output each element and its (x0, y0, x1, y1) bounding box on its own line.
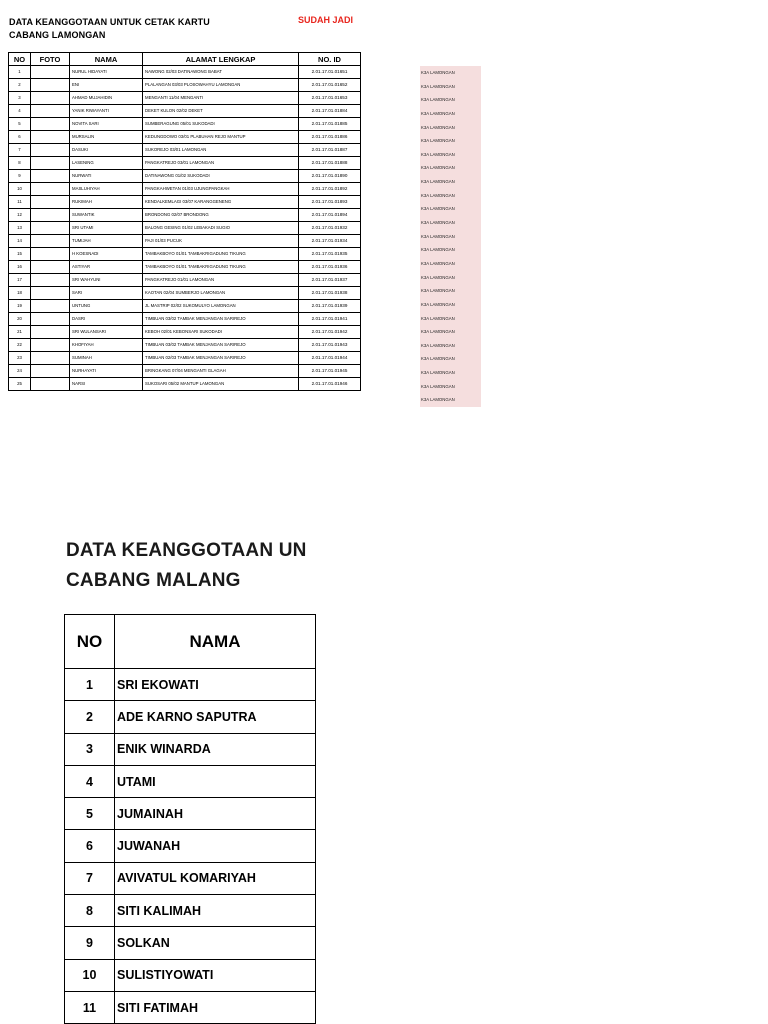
cell-foto (31, 274, 70, 287)
cell-alamat: KENDALKEMLAGI 03/07 KARANGGENENG (143, 196, 299, 209)
cell-nama: SITI KALIMAH (115, 895, 316, 927)
table-row (9, 105, 361, 118)
cell-foto (31, 196, 70, 209)
cell-no-id: 2.01.17.01.01885 (299, 118, 361, 131)
cell-nama: KHOFIYAH (70, 339, 143, 352)
side-label-cell: K3A LAMONGAN (421, 301, 455, 307)
cell-no: 5 (65, 798, 115, 830)
cell-no-id: 2.01.17.01.01652 (299, 79, 361, 92)
cell-no: 1 (65, 669, 115, 701)
cell-no: 3 (65, 733, 115, 765)
table-row (9, 157, 361, 170)
cell-nama: NURWATI (70, 170, 143, 183)
cell-nama: NURUL HIDAYATI (70, 66, 143, 79)
cell-foto (31, 326, 70, 339)
side-label-cell: K3A LAMONGAN (421, 288, 455, 294)
table-row (9, 144, 361, 157)
cell-nama: SITI FATIMAH (115, 991, 316, 1023)
table-row (9, 79, 361, 92)
cell-foto (31, 79, 70, 92)
header-no: NO (9, 53, 31, 66)
table-row (9, 261, 361, 274)
cell-no: 10 (9, 183, 31, 196)
cell-no: 12 (9, 209, 31, 222)
table-row (9, 222, 361, 235)
cell-foto (31, 248, 70, 261)
side-label-cell: K3A LAMONGAN (421, 260, 455, 266)
cell-foto (31, 157, 70, 170)
header-nama: NAMA (70, 53, 143, 66)
status-label: SUDAH JADI (298, 15, 354, 25)
cell-nama: RUKIMAH (70, 196, 143, 209)
table-row (9, 170, 361, 183)
side-label-cell: K3A LAMONGAN (421, 165, 455, 171)
cell-foto (31, 183, 70, 196)
cell-no-id: 2.01.17.01.01939 (299, 300, 361, 313)
cell-foto (31, 170, 70, 183)
side-label-cell: K3A LAMONGAN (421, 192, 455, 198)
cell-alamat: NAWONG 02/03 DATINAWONG BABAT (143, 66, 299, 79)
title2-line-2: CABANG MALANG (66, 570, 241, 591)
cell-no-id: 2.01.17.01.01893 (299, 196, 361, 209)
cell-no: 9 (65, 927, 115, 959)
table-row (65, 669, 316, 701)
cell-no: 25 (9, 378, 31, 391)
cell-foto (31, 235, 70, 248)
cell-nama: DASRI (70, 313, 143, 326)
cell-no: 8 (9, 157, 31, 170)
cell-alamat: DEKET KULON 02/02 DEKET (143, 105, 299, 118)
side-label-cell: K3A LAMONGAN (421, 70, 455, 75)
cell-no-id: 2.01.17.01.01945 (299, 365, 361, 378)
cell-alamat: KEDUNGDOWO 03/01 PLABUHAN REJO MANTUP (143, 131, 299, 144)
table-row (9, 248, 361, 261)
table-row (9, 274, 361, 287)
cell-foto (31, 300, 70, 313)
cell-no-id: 2.01.17.01.01943 (299, 339, 361, 352)
side-label-cell: K3A LAMONGAN (421, 97, 455, 103)
document-title-lamongan (9, 16, 210, 42)
cell-alamat: SUKOREJO 03/01 LAMONGAN (143, 144, 299, 157)
table-row (9, 313, 361, 326)
table-row (9, 66, 361, 79)
cell-nama: ASTIYAR (70, 261, 143, 274)
cell-foto (31, 66, 70, 79)
cell-alamat: TIMBUAN 02/03 TAMBAK MENJANGAN SARIREJO (143, 352, 299, 365)
side-label-cell: K3A LAMONGAN (421, 356, 455, 362)
cell-no-id: 2.01.17.01.01887 (299, 144, 361, 157)
cell-nama: MURSALIN (70, 131, 143, 144)
cell-no: 6 (9, 131, 31, 144)
cell-no-id: 2.01.17.01.01941 (299, 313, 361, 326)
cell-foto (31, 287, 70, 300)
table-row (9, 131, 361, 144)
table-row (65, 830, 316, 862)
side-label-cell: K3A LAMONGAN (421, 124, 455, 130)
table2-header-row (65, 615, 316, 669)
cell-alamat: TAMBAKBOYO 01/01 TAMBAKRIGADUNG TIKUNG (143, 248, 299, 261)
cell-alamat: PAJI 01/03 PUCUK (143, 235, 299, 248)
cell-nama: H KOESNADI (70, 248, 143, 261)
cell-alamat: DATINAWONG 01/02 SUKODADI (143, 170, 299, 183)
table-row (9, 196, 361, 209)
table-row (9, 209, 361, 222)
side-label-column (420, 66, 481, 407)
cell-alamat: KEBOH 02/01 KEBONSARI SUKODADI (143, 326, 299, 339)
cell-foto (31, 261, 70, 274)
cell-nama: LASENING (70, 157, 143, 170)
cell-nama: SULISTIYOWATI (115, 959, 316, 991)
cell-alamat: BALONG GESING 01/02 LEBAKADI SUGIO (143, 222, 299, 235)
cell-foto (31, 222, 70, 235)
table-row (9, 287, 361, 300)
cell-alamat: TIMBUAN 03/02 TAMBAK MENJANGAN SARIREJO (143, 313, 299, 326)
cell-alamat: BRINGKANG 07/04 MENGANTI GLAGAH (143, 365, 299, 378)
cell-nama: TUMIJAH (70, 235, 143, 248)
table-row (9, 92, 361, 105)
cell-no: 2 (65, 701, 115, 733)
cell-foto (31, 313, 70, 326)
side-label-cell: K3A LAMONGAN (421, 206, 455, 212)
table-row (9, 326, 361, 339)
cell-no: 20 (9, 313, 31, 326)
cell-alamat: TIMBUAN 03/02 TAMBAK MENJANGAN SARIREJO (143, 339, 299, 352)
table-row (9, 300, 361, 313)
cell-no-id: 2.01.17.01.01892 (299, 183, 361, 196)
lamongan-member-table (8, 52, 361, 391)
side-label-cell: K3A LAMONGAN (421, 274, 455, 280)
cell-nama: NARSI (70, 378, 143, 391)
cell-no: 7 (9, 144, 31, 157)
cell-no-id: 2.01.17.01.01886 (299, 131, 361, 144)
table-row (9, 235, 361, 248)
cell-no-id: 2.01.17.01.01884 (299, 105, 361, 118)
cell-no-id: 2.01.17.01.01938 (299, 287, 361, 300)
cell-nama: JUWANAH (115, 830, 316, 862)
cell-no-id: 2.01.17.01.01653 (299, 92, 361, 105)
side-label-cell: K3A LAMONGAN (421, 397, 455, 403)
cell-no: 11 (9, 196, 31, 209)
cell-foto (31, 92, 70, 105)
cell-nama: NOVITA SARI (70, 118, 143, 131)
table-row (65, 862, 316, 894)
cell-no: 1 (9, 66, 31, 79)
side-label-cell: K3A LAMONGAN (421, 151, 455, 157)
table-row (65, 895, 316, 927)
header2-nama: NAMA (115, 615, 316, 669)
side-label-cell: K3A LAMONGAN (421, 110, 455, 116)
table-row (65, 927, 316, 959)
cell-alamat: PLALANGAN 03/03 PLOSOWAHYU LAMONGAN (143, 79, 299, 92)
header-foto: FOTO (31, 53, 70, 66)
header-no-id: NO. ID (299, 53, 361, 66)
cell-nama: UNTUNG (70, 300, 143, 313)
cell-no: 4 (65, 765, 115, 797)
cell-foto (31, 144, 70, 157)
cell-nama: SRI WULANSARI (70, 326, 143, 339)
table-row (9, 365, 361, 378)
cell-no: 3 (9, 92, 31, 105)
cell-no-id: 2.01.17.01.01888 (299, 157, 361, 170)
table-header-row (9, 53, 361, 66)
cell-no: 9 (9, 170, 31, 183)
cell-no: 22 (9, 339, 31, 352)
side-label-cell: K3A LAMONGAN (421, 342, 455, 348)
cell-nama: SRI UTAMI (70, 222, 143, 235)
cell-foto (31, 118, 70, 131)
cell-alamat: PANGKAHWETAN 01/03 UJUNGPANGKAH (143, 183, 299, 196)
cell-nama: SUWANTIK (70, 209, 143, 222)
table-row (65, 765, 316, 797)
cell-foto (31, 378, 70, 391)
cell-no-id: 2.01.17.01.01936 (299, 261, 361, 274)
cell-no: 7 (65, 862, 115, 894)
side-label-cell: K3A LAMONGAN (421, 315, 455, 321)
cell-no: 8 (65, 895, 115, 927)
cell-foto (31, 105, 70, 118)
cell-no: 24 (9, 365, 31, 378)
table-row (65, 798, 316, 830)
side-label-cell: K3A LAMONGAN (421, 247, 455, 253)
cell-no-id: 2.01.17.01.01946 (299, 378, 361, 391)
side-label-cell: K3A LAMONGAN (421, 233, 455, 239)
side-label-cell: K3A LAMONGAN (421, 329, 455, 335)
cell-no: 11 (65, 991, 115, 1023)
cell-no: 5 (9, 118, 31, 131)
cell-foto (31, 209, 70, 222)
cell-no: 16 (9, 261, 31, 274)
table-row (9, 183, 361, 196)
cell-nama: NURHAYATI (70, 365, 143, 378)
cell-alamat: BRONDONG 02/07 BRONDONG (143, 209, 299, 222)
cell-nama: MASLUHIYAH (70, 183, 143, 196)
malang-member-table (64, 614, 316, 1024)
cell-no: 6 (65, 830, 115, 862)
side-label-cell: K3A LAMONGAN (421, 383, 455, 389)
cell-foto (31, 365, 70, 378)
cell-alamat: JL MASTRIP 02/02 SUKOMULYO LAMONGAN (143, 300, 299, 313)
cell-foto (31, 352, 70, 365)
cell-alamat: PANGKATREJO 01/01 LAMONGAN (143, 274, 299, 287)
cell-no: 10 (65, 959, 115, 991)
cell-foto (31, 339, 70, 352)
cell-alamat: PANGKATREJO 03/01 LAMONGAN (143, 157, 299, 170)
cell-alamat: SUMBERAGUNG 05/01 SUKODADI (143, 118, 299, 131)
cell-no: 13 (9, 222, 31, 235)
cell-no-id: 2.01.17.01.01942 (299, 326, 361, 339)
cell-alamat: SUKOSARI 05/02 MANTUP LAMONGAN (143, 378, 299, 391)
cell-no: 21 (9, 326, 31, 339)
cell-foto (31, 131, 70, 144)
cell-nama: SRI EKOWATI (115, 669, 316, 701)
cell-no: 2 (9, 79, 31, 92)
cell-nama: YANIK RIWAYANTI (70, 105, 143, 118)
cell-no: 15 (9, 248, 31, 261)
table-row (65, 959, 316, 991)
cell-no-id: 2.01.17.01.01651 (299, 66, 361, 79)
cell-no: 14 (9, 235, 31, 248)
side-label-cell: K3A LAMONGAN (421, 370, 455, 376)
table-row (9, 118, 361, 131)
table-row (9, 378, 361, 391)
cell-no-id: 2.01.17.01.01934 (299, 235, 361, 248)
header2-no: NO (65, 615, 115, 669)
cell-no-id: 2.01.17.01.01932 (299, 222, 361, 235)
title-line-1: DATA KEANGGOTAAN UNTUK CETAK KARTU (9, 17, 210, 27)
table-row (65, 701, 316, 733)
table-row (65, 733, 316, 765)
cell-nama: AHMAD MUJAHIDIN (70, 92, 143, 105)
cell-nama: AVIVATUL KOMARIYAH (115, 862, 316, 894)
cell-nama: SOLKAN (115, 927, 316, 959)
table-row (9, 339, 361, 352)
cell-alamat: KAOTAN 02/04 SUMBERJO LAMONGAN (143, 287, 299, 300)
cell-nama: ADE KARNO SAPUTRA (115, 701, 316, 733)
cell-nama: SUMINAH (70, 352, 143, 365)
title2-line-1: DATA KEANGGOTAAN UN (66, 540, 307, 561)
cell-alamat: TAMBAKBOYO 01/01 TAMBAKRIGADUNG TIKUNG (143, 261, 299, 274)
cell-nama: SRI WAHYUNI (70, 274, 143, 287)
table-row (65, 991, 316, 1023)
cell-no-id: 2.01.17.01.01894 (299, 209, 361, 222)
cell-no: 17 (9, 274, 31, 287)
side-label-cell: K3A LAMONGAN (421, 179, 455, 185)
cell-nama: DASUKI (70, 144, 143, 157)
cell-alamat: MENGANTI 11/04 MENGANTI (143, 92, 299, 105)
document-title-malang (66, 536, 307, 596)
title-line-2: CABANG LAMONGAN (9, 30, 106, 40)
cell-nama: UTAMI (115, 765, 316, 797)
cell-nama: ENIK WINARDA (115, 733, 316, 765)
cell-no: 4 (9, 105, 31, 118)
table-row (9, 352, 361, 365)
cell-no-id: 2.01.17.01.01944 (299, 352, 361, 365)
header-alamat: ALAMAT LENGKAP (143, 53, 299, 66)
side-label-cell: K3A LAMONGAN (421, 83, 455, 89)
cell-no: 23 (9, 352, 31, 365)
cell-no-id: 2.01.17.01.01890 (299, 170, 361, 183)
cell-no-id: 2.01.17.01.01935 (299, 248, 361, 261)
cell-nama: SARI (70, 287, 143, 300)
cell-no: 19 (9, 300, 31, 313)
cell-no: 18 (9, 287, 31, 300)
cell-nama: JUMAINAH (115, 798, 316, 830)
cell-no-id: 2.01.17.01.01937 (299, 274, 361, 287)
side-label-cell: K3A LAMONGAN (421, 138, 455, 144)
side-label-cell: K3A LAMONGAN (421, 220, 455, 226)
cell-nama: ENI (70, 79, 143, 92)
